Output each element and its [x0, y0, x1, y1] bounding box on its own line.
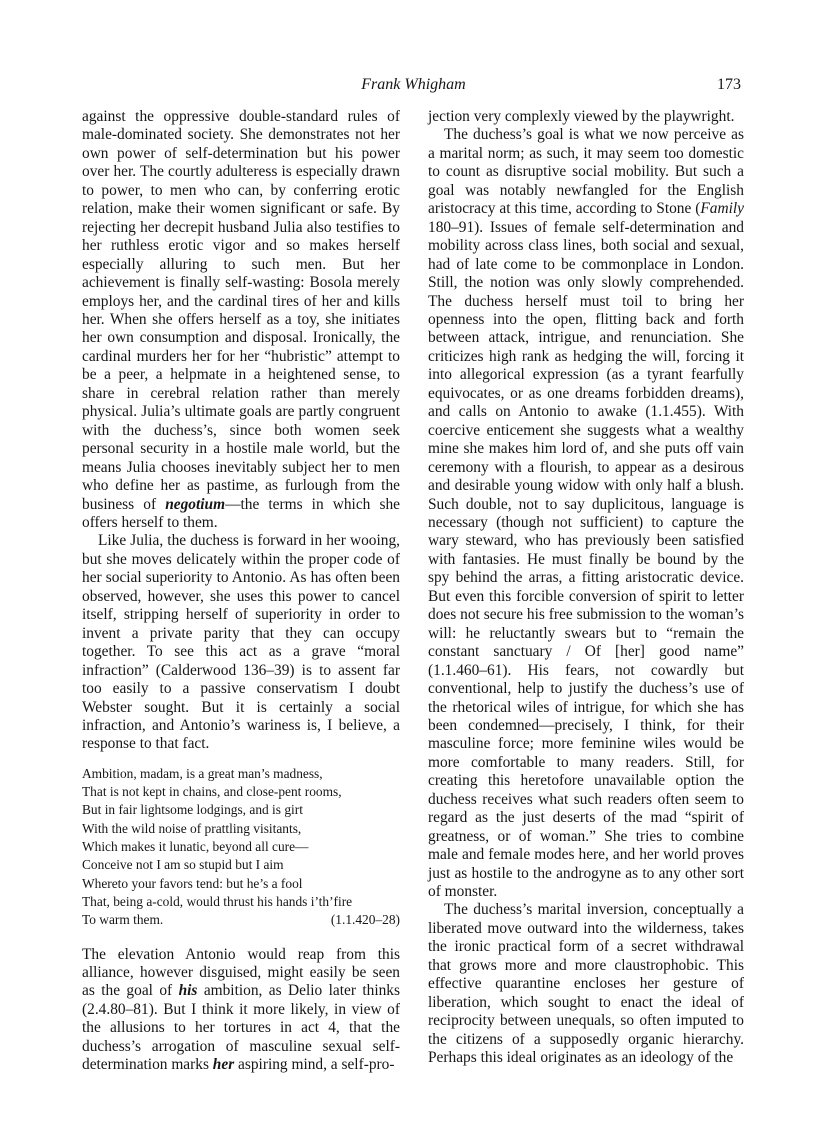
paragraph-wooing: Like Julia, the duchess is forward in her wooing, but she moves delicately within the proper code of her social superiority to Antonio. As has often been observed, however, she uses this power to cancel itself, stripping herself of superiority in order to invent a private parity that they can occupy together. To see this act as a grave “moral infraction” (Calderwood 136–39) is to assent far too easily to a passive conservatism I doubt Webster sought. But it is certainly a social infraction, and Antonio’s wariness is, I believe, a response to that fact.: [82, 532, 400, 753]
paragraph-continuation: jection very complexly viewed by the playwright.: [428, 108, 735, 125]
verse-line: Which makes it lunatic, beyond all cure—: [82, 839, 309, 855]
running-head-author: Frank Whigham: [361, 76, 466, 93]
emphasis-his: his: [178, 982, 198, 1000]
paragraph-elevation: The elevation Antonio would reap from this alliance, however disguised, might easily be seen as the goal of his ambition, as Delio later thinks (2.4.80–81). But I think it more likely, in view of the allusions to her tortures in act 4, that the duchess’s arrogation of masculine sexual self-determination marks her aspiring mind, a self-pro-: [82, 945, 400, 1074]
verse-line: That, being a-cold, would thrust his hands i’th’fire: [82, 893, 353, 909]
paragraph-marital-inversion: The duchess’s marital inversion, conceptually a liberated move outward into the wilderness, takes the ironic practical form of a secret withdrawal that grows more and more claustrophobic. This effective quarantine encloses her gesture of liberation, which sought to enact the ideal of reciprocity between unequals, so often imputed to the citizens of a supposedly organic hierarchy. Perhaps this ideal originates as an ideology of the: [428, 901, 744, 1067]
verse-line: With the wild noise of prattling visitants,: [82, 820, 302, 836]
verse-line: Ambition, madam, is a great man’s madness,: [82, 765, 323, 781]
verse-line: That is not kept in chains, and close-pent rooms,: [82, 784, 342, 800]
emphasis-negotium: negotium: [165, 495, 226, 513]
verse-line: Conceive not I am so stupid but I aim: [82, 857, 284, 873]
verse-line: Whereto your favors tend: but he’s a fool: [82, 875, 303, 891]
left-column: [82, 108, 400, 1075]
verse-line: To warm them.: [82, 912, 164, 928]
paragraph-duchess-goal: The duchess’s goal is what we now perceive as a marital norm; as such, it may seem too domestic to count as disruptive social mobility. But such a goal was notably newfangled for the English aristocracy at this time, according to Stone (Family 180–91). Issues of female self-determination and mobility across class lines, both social and sexual, had of late come to be commonplace in London. Still, the notion was only slowly comprehended. The duchess herself must toil to bring her openness into the open, flitting back and forth between attack, intrigue, and renunciation. She criticizes high rank as hedging the will, forcing it into allegorical expression (as a tyrant fearfully equivocates, or as one dreams forbidden dreams), and calls on Antonio to awake (1.1.455). With coercive enticement she suggests what a wealthy mine she makes him lord of, and she puts off vain ceremony with a flourish, to appear as a desirous and desirable young widow with only half a blush. Such double, not to say duplicitous, language is necessary (though not sufficient) to capture the wary steward, who has previously been satisfied with fantasies. He must finally be bound by the spy behind the arras, a fitting aristocratic device. But even this forcible conversion of spirit to letter does not secure his free submission to the woman’s will: he reluctantly swears but to “remain the constant sanctuary / Of [her] good name” (1.1.460–61). His fears, not cowardly but conventional, help to justify the duchess’s use of the rhetorical wiles of intrigue, for which she has been condemned—precisely, I think, for their masculine force; more feminine wiles would be more comfortable to many readers. Still, for creating this heretofore unavailable option the duchess receives what such readers often seem to regard as the just deserts of the mad “spirit of greatness, or of woman.” She tries to combine male and female modes here, and her world proves just as hostile to the androgyne as to any other sort of monster.: [428, 126, 744, 901]
emphasis-family: Family: [700, 200, 744, 218]
right-column: [428, 108, 744, 1068]
paragraph-julia: against the oppressive double-standard rules of male-dominated society. She demonstrates not her own power of self-determination but his power over her. The courtly adulteress is especially drawn to power, to men who can, by conferring erotic relation, make their women significant or safe. By rejecting her decrepit husband Julia also testifies to her ruthless erotic vigor and so makes herself especially alluring to such men. But her achievement is finally self-wasting: Bosola merely employs her, and the cardinal tires of her and kills her. When she offers herself as a toy, she initiates her own consumption and disposal. Ironically, the cardinal murders her for her “hubristic” attempt to be a peer, a helpmate in a heightened sense, to share in cerebral relation rather than merely physical. Julia’s ultimate goals are partly congruent with the duchess’s, since both women seek personal security in a hostile male world, but the means Julia chooses inevitably subject her to men who define her as pastime, as furlough from the business of negotium—the terms in which she offers herself to them.: [82, 108, 400, 531]
verse-final-line: [82, 911, 400, 929]
page-number: 173: [717, 76, 741, 93]
verse-line: But in fair lightsome lodgings, and is girt: [82, 802, 303, 818]
verse-citation: (1.1.420–28): [330, 912, 400, 928]
verse-quotation: [82, 765, 400, 930]
emphasis-her: her: [212, 1056, 235, 1074]
